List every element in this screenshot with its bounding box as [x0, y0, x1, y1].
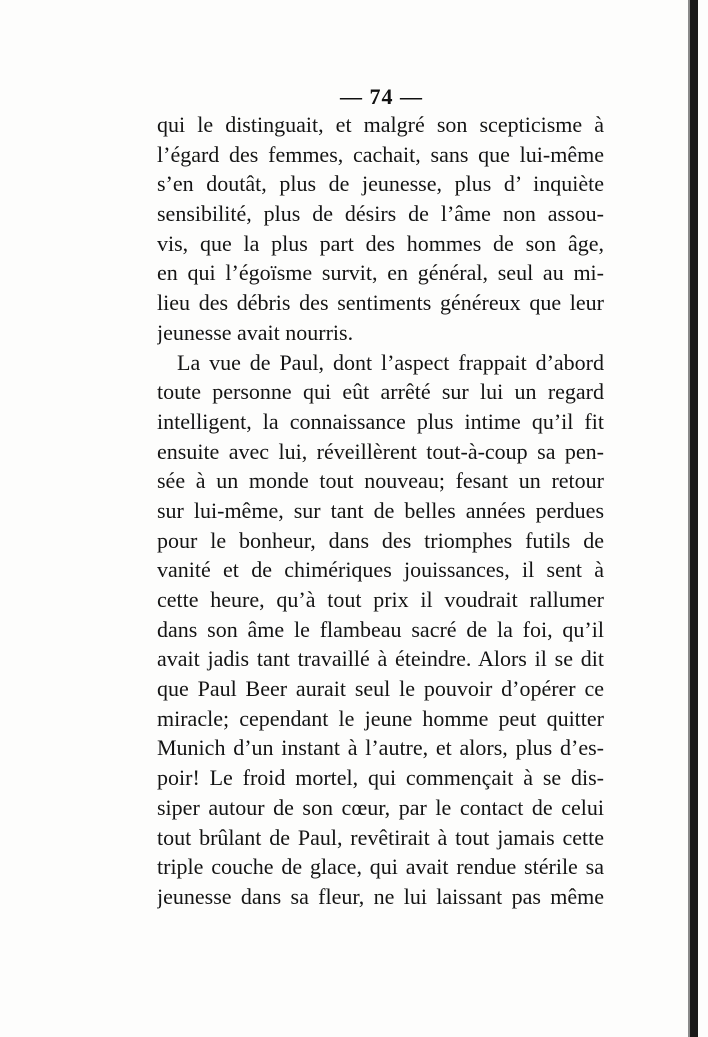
- text-line: l’égard des femmes, cachait, sans que lui-même: [157, 141, 604, 167]
- text-line: que Paul Beer aurait seul le pouvoir d’opérer ce: [157, 676, 604, 702]
- text-line: sensibilité, plus de désirs de l’âme non assou-: [157, 201, 604, 227]
- text-line: tout brûlant de Paul, revêtirait à tout jamais cette: [157, 824, 604, 850]
- text-line: jeunesse avait nourris.: [157, 319, 354, 345]
- text-line: s’en doutât, plus de jeunesse, plus d’ inquiète: [157, 171, 604, 197]
- text-line: ensuite avec lui, réveillèrent tout-à-coup sa pen-: [157, 438, 604, 464]
- text-line: avait jadis tant travaillé à éteindre. Alors il se dit: [157, 646, 604, 672]
- text-line: toute personne qui eût arrêté sur lui un regard: [157, 379, 604, 405]
- page-number: — 74 —: [340, 84, 423, 109]
- book-spine: [690, 0, 698, 1037]
- text-line: triple couche de glace, qui avait rendue stérile sa: [157, 854, 604, 880]
- body-text: [157, 110, 604, 912]
- text-line: en qui l’égoïsme survit, en général, seul au mi-: [157, 260, 604, 286]
- text-line: Munich d’un instant à l’autre, et alors, plus d’es-: [157, 735, 604, 761]
- text-line: dans son âme le flambeau sacré de la foi, qu’il: [157, 616, 604, 642]
- text-line: pour le bonheur, dans des triomphes futils de: [157, 527, 604, 553]
- text-line: sée à un monde tout nouveau; fesant un retour: [157, 468, 604, 494]
- text-line: jeunesse dans sa fleur, ne lui laissant pas même: [157, 883, 604, 909]
- text-line: miracle; cependant le jeune homme peut quitter: [157, 705, 604, 731]
- text-line: lieu des débris des sentiments généreux que leur: [157, 290, 604, 316]
- text-line: sur lui-même, sur tant de belles années perdues: [157, 497, 604, 523]
- text-line: intelligent, la connaissance plus intime qu’il fit: [157, 408, 604, 434]
- text-line: cette heure, qu’à tout prix il voudrait rallumer: [157, 587, 604, 612]
- text-line: vanité et de chimériques jouissances, il sent à: [157, 557, 604, 583]
- text-line: La vue de Paul, dont l’aspect frappait d’abord: [177, 349, 604, 375]
- text-line: poir! Le froid mortel, qui commençait à se dis-: [157, 765, 604, 791]
- text-line: vis, que la plus part des hommes de son âge,: [157, 230, 604, 256]
- text-line: qui le distinguait, et malgré son scepticisme à: [157, 112, 604, 137]
- text-line: siper autour de son cœur, par le contact de celui: [157, 794, 604, 820]
